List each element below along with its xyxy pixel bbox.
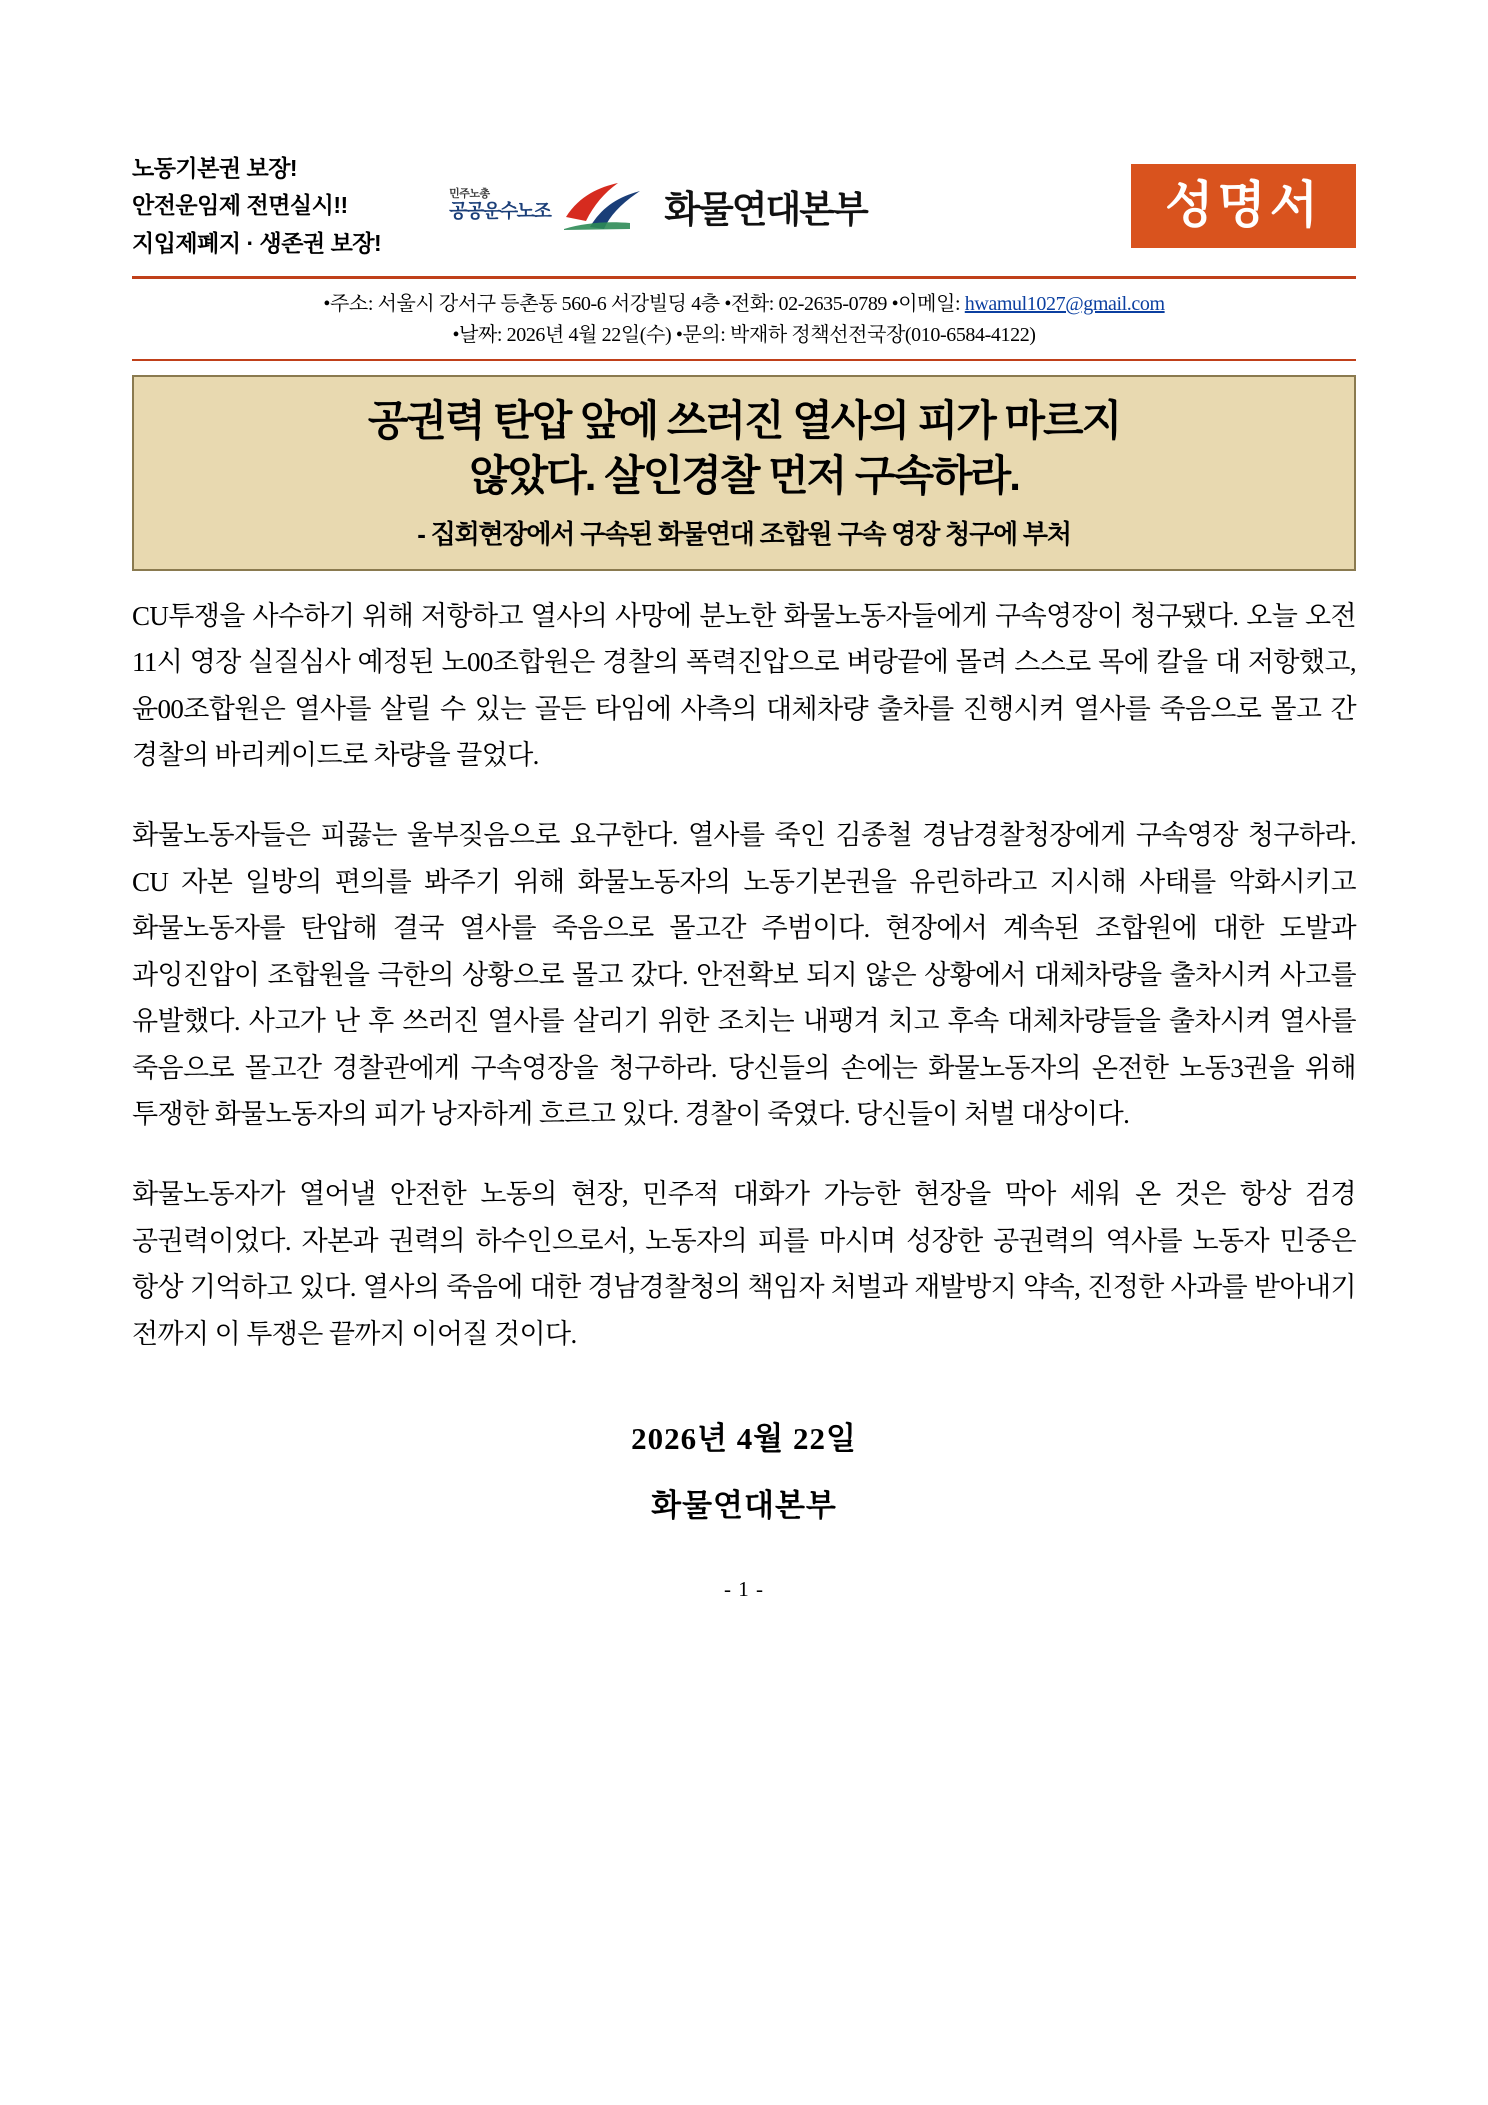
masthead (132, 150, 1356, 262)
union-parent-label: 민주노총 (449, 188, 490, 201)
body-paragraph: 화물노동자가 열어낼 안전한 노동의 현장, 민주적 대화가 가능한 현장을 막아 세워 온 것은 항상 검경 공권력이었다. 자본과 권력의 하수인으로서, 노동자의 피를 마시며 성장한 공권력의 역사를 노동자 민중은 항상 기억하고 있다. 열사의 죽음에 대한 경남경찰청의 책임자 처벌과 재발방지 약속, 진정한 사과를 받아내기 전까지 이 투쟁은 끝까지 이어질 것이다. (132, 1179, 1356, 1349)
title-main-line-2: 않았다. 살인경찰 먼저 구속하라. (469, 452, 1019, 500)
union-wordmark (449, 189, 550, 222)
slogan-line-2: 안전운임제 전면실시!! (132, 192, 348, 219)
contact-address-line (132, 289, 1356, 320)
body-content (132, 593, 1356, 1358)
contact-date-line: •날짜: 2026년 4월 22일(수) •문의: 박재하 정책선전국장(010-6584-4122) (452, 323, 1036, 346)
swoosh-logo-icon (560, 177, 646, 235)
slogan-line-1: 노동기본권 보장! (132, 155, 298, 181)
signoff-organization: 화물연대본부 (651, 1488, 837, 1524)
document-type-badge: 성명서 (1131, 164, 1356, 248)
union-name-label: 공공운수노조 (449, 201, 551, 223)
contact-address-text: •주소: 서울시 강서구 등촌동 560-6 서강빌딩 4층 •전화: 02-2635-0789 •이메일: (323, 292, 965, 315)
slogan-block (132, 150, 381, 262)
slogan-line-3: 지입제폐지 · 생존권 보장! (132, 229, 382, 256)
header-divider-top (132, 276, 1356, 279)
body-paragraph: CU투쟁을 사수하기 위해 저항하고 열사의 사망에 분노한 화물노동자들에게 구속영장이 청구됐다. 오늘 오전 11시 영장 실질심사 예정된 노00조합원은 경찰의 폭력진압으로 벼랑끝에 몰려 스스로 목에 칼을 대 저항했고, 윤00조합원은 열사를 살릴 수 있는 골든 타임에 사측의 대체차량 출차를 진행시켜 열사를 죽음으로 몰고 간 경찰의 바리케이드로 차량을 끌었다. (132, 600, 1356, 770)
contact-email-link[interactable]: hwamul1027@gmail.com (964, 292, 1165, 315)
org-name-label: 화물연대본부 (664, 188, 867, 230)
signoff-block (132, 1413, 1356, 1525)
title-banner (132, 375, 1356, 571)
contact-info (132, 289, 1356, 351)
signoff-date: 2026년 4월 22일 (631, 1421, 857, 1457)
organization-logo (409, 177, 867, 235)
page-number: - 1 - (724, 1577, 764, 1602)
title-subtitle: - 집회현장에서 구속된 화물연대 조합원 구속 영장 청구에 부처 (417, 518, 1071, 549)
header-divider-bottom (132, 359, 1356, 361)
title-main-line-1: 공권력 탄압 앞에 쓰러진 열사의 피가 마르지 (367, 396, 1121, 444)
body-paragraph: 화물노동자들은 피끓는 울부짖음으로 요구한다. 열사를 죽인 김종철 경남경찰청장에게 구속영장 청구하라. CU 자본 일방의 편의를 봐주기 위해 화물노동자의 노동기본권을 유린하라고 지시해 사태를 악화시키고 화물노동자를 탄압해 결국 열사를 죽음으로 몰고간 주범이다. 현장에서 계속된 조합원에 대한 도발과 과잉진압이 조합원을 극한의 상황으로 몰고 갔다. 안전확보 되지 않은 상황에서 대체차량을 출차시켜 사고를 유발했다. 사고가 난 후 쓰러진 열사를 살리기 위한 조치는 내팽겨 치고 후속 대체차량들을 출차시켜 열사를 죽음으로 몰고간 경찰관에게 구속영장을 청구하라. 당신들의 손에는 화물노동자의 온전한 노동3권을 위해 투쟁한 화물노동자의 피가 낭자하게 흐르고 있다. 경찰이 죽였다. 당신들이 처벌 대상이다. (132, 820, 1356, 1129)
